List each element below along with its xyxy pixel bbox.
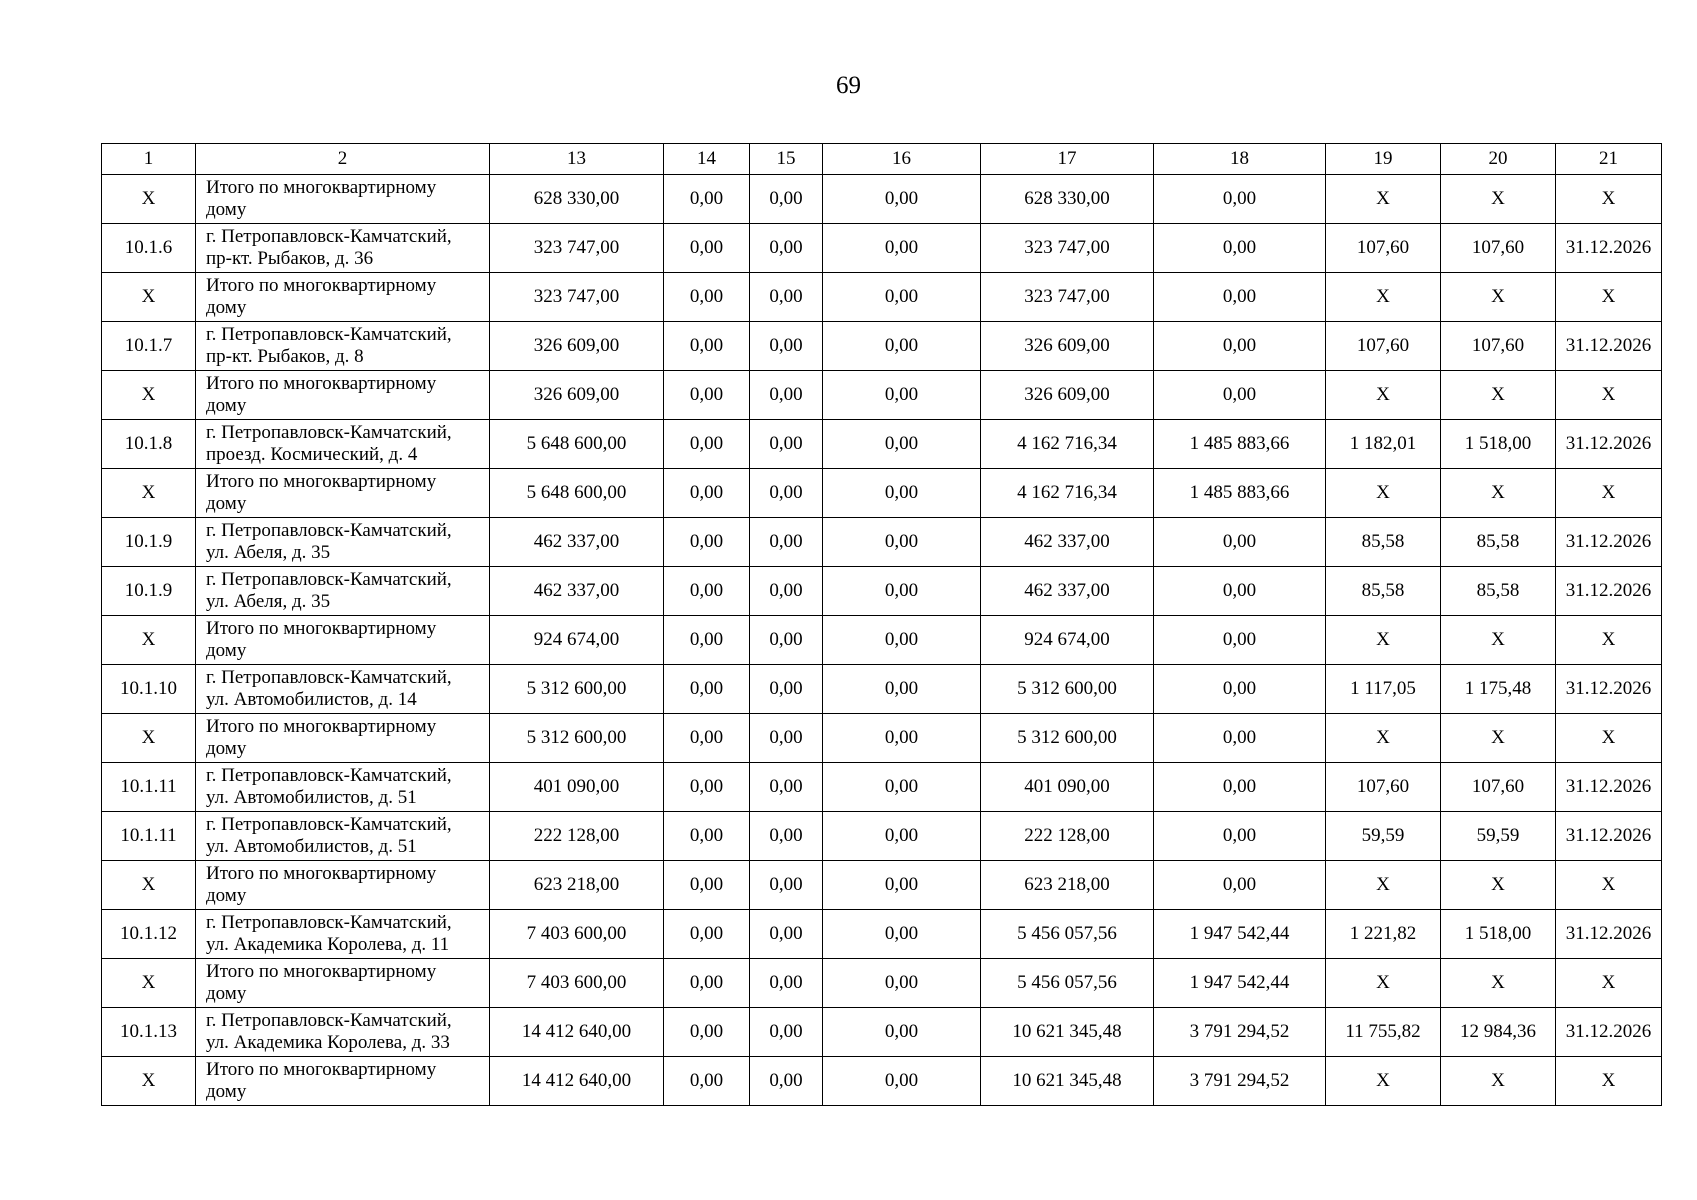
table-cell: 0,00 xyxy=(823,371,981,420)
table-cell: 10.1.6 xyxy=(102,224,196,273)
table-cell: 59,59 xyxy=(1441,812,1556,861)
table-cell: 0,00 xyxy=(664,371,750,420)
table-row xyxy=(102,763,1662,812)
table-cell: 0,00 xyxy=(1154,567,1326,616)
table-cell: 0,00 xyxy=(750,1057,823,1106)
table-cell: 10.1.10 xyxy=(102,665,196,714)
table-cell: 623 218,00 xyxy=(490,861,664,910)
table-cell: 0,00 xyxy=(664,910,750,959)
address-cell: Итого по многоквартирному дому xyxy=(196,861,490,910)
table-cell: 0,00 xyxy=(823,1057,981,1106)
table-cell: X xyxy=(1326,959,1441,1008)
table-cell: 10 621 345,48 xyxy=(981,1008,1154,1057)
table-cell: 31.12.2026 xyxy=(1556,812,1662,861)
table-cell: X xyxy=(1441,616,1556,665)
table-cell: 0,00 xyxy=(664,861,750,910)
page-number: 69 xyxy=(836,72,861,99)
data-table xyxy=(101,143,1662,1106)
table-cell: 0,00 xyxy=(823,1008,981,1057)
table-row xyxy=(102,1057,1662,1106)
table-cell: 0,00 xyxy=(823,322,981,371)
table-cell: 0,00 xyxy=(664,1008,750,1057)
table-cell: 0,00 xyxy=(750,322,823,371)
column-header: 19 xyxy=(1326,144,1441,175)
table-cell: 107,60 xyxy=(1326,763,1441,812)
column-header: 2 xyxy=(196,144,490,175)
table-cell: 31.12.2026 xyxy=(1556,420,1662,469)
table-cell: 0,00 xyxy=(1154,273,1326,322)
table-cell: 0,00 xyxy=(664,224,750,273)
table-row xyxy=(102,567,1662,616)
address-cell: Итого по многоквартирному дому xyxy=(196,273,490,322)
table-cell: 222 128,00 xyxy=(981,812,1154,861)
table-cell: 0,00 xyxy=(823,567,981,616)
table-row xyxy=(102,175,1662,224)
table-cell: 10.1.12 xyxy=(102,910,196,959)
column-header: 13 xyxy=(490,144,664,175)
table-cell: 0,00 xyxy=(750,714,823,763)
table-cell: 10.1.9 xyxy=(102,518,196,567)
header-row xyxy=(102,144,1662,175)
table-cell: 0,00 xyxy=(1154,763,1326,812)
table-cell: X xyxy=(1556,175,1662,224)
table-cell: 326 609,00 xyxy=(981,322,1154,371)
table-cell: 0,00 xyxy=(664,518,750,567)
table-cell: X xyxy=(102,175,196,224)
table-row xyxy=(102,224,1662,273)
table-cell: X xyxy=(1556,371,1662,420)
table-cell: 5 456 057,56 xyxy=(981,910,1154,959)
table-cell: 0,00 xyxy=(750,910,823,959)
table-cell: 10.1.13 xyxy=(102,1008,196,1057)
table-cell: 1 485 883,66 xyxy=(1154,420,1326,469)
table-cell: 85,58 xyxy=(1441,518,1556,567)
table-row xyxy=(102,959,1662,1008)
table-cell: 107,60 xyxy=(1441,224,1556,273)
table-cell: X xyxy=(102,1057,196,1106)
table-cell: 1 518,00 xyxy=(1441,420,1556,469)
table-cell: 31.12.2026 xyxy=(1556,665,1662,714)
address-cell: г. Петропавловск-Камчатский, ул. Автомобилистов, д. 51 xyxy=(196,812,490,861)
table-cell: 0,00 xyxy=(823,224,981,273)
table-cell: 401 090,00 xyxy=(490,763,664,812)
table-cell: 0,00 xyxy=(1154,665,1326,714)
table-cell: 0,00 xyxy=(664,420,750,469)
address-cell: г. Петропавловск-Камчатский, ул. Абеля, д. 35 xyxy=(196,518,490,567)
table-cell: 0,00 xyxy=(823,616,981,665)
table-row xyxy=(102,371,1662,420)
table-cell: X xyxy=(1326,616,1441,665)
table-cell: X xyxy=(102,959,196,1008)
table-cell: 10.1.7 xyxy=(102,322,196,371)
table-cell: X xyxy=(1326,273,1441,322)
table-cell: 4 162 716,34 xyxy=(981,420,1154,469)
column-header: 17 xyxy=(981,144,1154,175)
table-cell: 924 674,00 xyxy=(981,616,1154,665)
table-row xyxy=(102,812,1662,861)
table-cell: 401 090,00 xyxy=(981,763,1154,812)
table-cell: 4 162 716,34 xyxy=(981,469,1154,518)
table-cell: 222 128,00 xyxy=(490,812,664,861)
table-cell: 10.1.9 xyxy=(102,567,196,616)
table-cell: 5 456 057,56 xyxy=(981,959,1154,1008)
address-cell: г. Петропавловск-Камчатский, проезд. Космический, д. 4 xyxy=(196,420,490,469)
address-cell: Итого по многоквартирному дому xyxy=(196,959,490,1008)
address-cell: Итого по многоквартирному дому xyxy=(196,714,490,763)
table-cell: 10.1.11 xyxy=(102,763,196,812)
table-cell: 0,00 xyxy=(1154,322,1326,371)
table-cell: 462 337,00 xyxy=(490,567,664,616)
table-cell: 5 312 600,00 xyxy=(490,665,664,714)
table-cell: 0,00 xyxy=(750,1008,823,1057)
table-cell: 0,00 xyxy=(664,665,750,714)
table-cell: 59,59 xyxy=(1326,812,1441,861)
table-cell: X xyxy=(1556,273,1662,322)
table-row xyxy=(102,322,1662,371)
table-cell: 0,00 xyxy=(664,273,750,322)
table-cell: X xyxy=(1441,1057,1556,1106)
table-cell: 0,00 xyxy=(823,861,981,910)
table-cell: X xyxy=(102,371,196,420)
table-cell: X xyxy=(1326,714,1441,763)
table-cell: 5 648 600,00 xyxy=(490,469,664,518)
table-cell: 0,00 xyxy=(1154,224,1326,273)
table-cell: 0,00 xyxy=(823,518,981,567)
address-cell: Итого по многоквартирному дому xyxy=(196,1057,490,1106)
table-cell: 0,00 xyxy=(750,665,823,714)
table-row xyxy=(102,714,1662,763)
column-header: 14 xyxy=(664,144,750,175)
table-cell: 0,00 xyxy=(1154,518,1326,567)
column-header: 1 xyxy=(102,144,196,175)
table-cell: 0,00 xyxy=(664,322,750,371)
table-cell: 12 984,36 xyxy=(1441,1008,1556,1057)
table-cell: 0,00 xyxy=(664,616,750,665)
table-row xyxy=(102,910,1662,959)
table-cell: 1 947 542,44 xyxy=(1154,910,1326,959)
table-cell: 0,00 xyxy=(664,812,750,861)
table-cell: 0,00 xyxy=(750,861,823,910)
table-cell: X xyxy=(1441,714,1556,763)
table-cell: 0,00 xyxy=(750,959,823,1008)
address-cell: г. Петропавловск-Камчатский, ул. Академика Королева, д. 33 xyxy=(196,1008,490,1057)
table-cell: 0,00 xyxy=(823,812,981,861)
address-cell: г. Петропавловск-Камчатский, пр-кт. Рыбаков, д. 36 xyxy=(196,224,490,273)
table-cell: 0,00 xyxy=(750,812,823,861)
table-cell: 0,00 xyxy=(1154,714,1326,763)
table-cell: 7 403 600,00 xyxy=(490,910,664,959)
table-cell: X xyxy=(1556,469,1662,518)
table-row xyxy=(102,861,1662,910)
table-cell: 1 117,05 xyxy=(1326,665,1441,714)
table-cell: 0,00 xyxy=(823,420,981,469)
table-row xyxy=(102,1008,1662,1057)
table-cell: 0,00 xyxy=(750,371,823,420)
table-cell: 0,00 xyxy=(750,567,823,616)
table-cell: 1 175,48 xyxy=(1441,665,1556,714)
table-cell: 31.12.2026 xyxy=(1556,567,1662,616)
table-cell: 0,00 xyxy=(750,469,823,518)
table-cell: 0,00 xyxy=(823,273,981,322)
table-cell: 0,00 xyxy=(823,175,981,224)
table-cell: 323 747,00 xyxy=(981,224,1154,273)
table-row xyxy=(102,469,1662,518)
table-cell: 0,00 xyxy=(1154,175,1326,224)
table-cell: 107,60 xyxy=(1326,322,1441,371)
table-cell: 107,60 xyxy=(1441,763,1556,812)
address-cell: г. Петропавловск-Камчатский, ул. Академика Королева, д. 11 xyxy=(196,910,490,959)
table-cell: 0,00 xyxy=(664,175,750,224)
table-cell: 0,00 xyxy=(1154,861,1326,910)
table-cell: 5 312 600,00 xyxy=(490,714,664,763)
table-cell: 0,00 xyxy=(1154,812,1326,861)
address-cell: Итого по многоквартирному дому xyxy=(196,469,490,518)
table-cell: 31.12.2026 xyxy=(1556,322,1662,371)
table-cell: 7 403 600,00 xyxy=(490,959,664,1008)
table-cell: 3 791 294,52 xyxy=(1154,1057,1326,1106)
table-cell: 0,00 xyxy=(664,1057,750,1106)
table-cell: 14 412 640,00 xyxy=(490,1008,664,1057)
address-cell: Итого по многоквартирному дому xyxy=(196,616,490,665)
table-cell: 0,00 xyxy=(823,959,981,1008)
table-cell: 0,00 xyxy=(750,224,823,273)
table-cell: 326 609,00 xyxy=(981,371,1154,420)
table-cell: X xyxy=(1326,1057,1441,1106)
table-cell: 1 485 883,66 xyxy=(1154,469,1326,518)
table-cell: 0,00 xyxy=(664,469,750,518)
table-row xyxy=(102,616,1662,665)
table-cell: 31.12.2026 xyxy=(1556,1008,1662,1057)
table-cell: 85,58 xyxy=(1326,518,1441,567)
table-cell: X xyxy=(1556,616,1662,665)
address-cell: г. Петропавловск-Камчатский, ул. Абеля, д. 35 xyxy=(196,567,490,616)
table-cell: 628 330,00 xyxy=(981,175,1154,224)
table-cell: 924 674,00 xyxy=(490,616,664,665)
table-cell: X xyxy=(1441,469,1556,518)
table-cell: 5 312 600,00 xyxy=(981,665,1154,714)
table-cell: 10 621 345,48 xyxy=(981,1057,1154,1106)
table-cell: 0,00 xyxy=(750,616,823,665)
table-cell: 462 337,00 xyxy=(490,518,664,567)
table-cell: 0,00 xyxy=(750,175,823,224)
table-cell: 0,00 xyxy=(823,665,981,714)
address-cell: Итого по многоквартирному дому xyxy=(196,371,490,420)
table-cell: 326 609,00 xyxy=(490,322,664,371)
table-cell: 5 648 600,00 xyxy=(490,420,664,469)
table-cell: 462 337,00 xyxy=(981,518,1154,567)
table-cell: 107,60 xyxy=(1326,224,1441,273)
table-cell: X xyxy=(1556,959,1662,1008)
table-cell: X xyxy=(1326,371,1441,420)
table-cell: 107,60 xyxy=(1441,322,1556,371)
table-row xyxy=(102,665,1662,714)
table-cell: 31.12.2026 xyxy=(1556,910,1662,959)
table-cell: X xyxy=(1441,371,1556,420)
table-cell: X xyxy=(1441,959,1556,1008)
table-cell: 323 747,00 xyxy=(981,273,1154,322)
table-cell: X xyxy=(1556,861,1662,910)
table-cell: X xyxy=(1326,861,1441,910)
table-cell: 0,00 xyxy=(823,714,981,763)
table-cell: X xyxy=(1441,175,1556,224)
table-cell: 31.12.2026 xyxy=(1556,763,1662,812)
table-cell: 0,00 xyxy=(664,567,750,616)
table-cell: X xyxy=(1326,469,1441,518)
column-header: 18 xyxy=(1154,144,1326,175)
table-cell: X xyxy=(1556,1057,1662,1106)
table-cell: 31.12.2026 xyxy=(1556,224,1662,273)
table-cell: 0,00 xyxy=(823,763,981,812)
table-cell: X xyxy=(102,714,196,763)
table-cell: 10.1.11 xyxy=(102,812,196,861)
table-cell: 0,00 xyxy=(664,714,750,763)
table-cell: 0,00 xyxy=(664,959,750,1008)
table-cell: 0,00 xyxy=(1154,616,1326,665)
table-row xyxy=(102,420,1662,469)
table-cell: 1 182,01 xyxy=(1326,420,1441,469)
table-cell: 1 221,82 xyxy=(1326,910,1441,959)
table-cell: 85,58 xyxy=(1441,567,1556,616)
table-cell: 0,00 xyxy=(750,518,823,567)
table-cell: X xyxy=(102,273,196,322)
table-cell: 3 791 294,52 xyxy=(1154,1008,1326,1057)
column-header: 20 xyxy=(1441,144,1556,175)
table-cell: 85,58 xyxy=(1326,567,1441,616)
table-cell: X xyxy=(1326,175,1441,224)
address-cell: Итого по многоквартирному дому xyxy=(196,175,490,224)
address-cell: г. Петропавловск-Камчатский, ул. Автомобилистов, д. 14 xyxy=(196,665,490,714)
table-cell: 0,00 xyxy=(664,763,750,812)
table-cell: 31.12.2026 xyxy=(1556,518,1662,567)
table-row xyxy=(102,273,1662,322)
table-cell: 1 518,00 xyxy=(1441,910,1556,959)
table-cell: X xyxy=(102,616,196,665)
table-cell: 5 312 600,00 xyxy=(981,714,1154,763)
table-cell: 1 947 542,44 xyxy=(1154,959,1326,1008)
table-cell: X xyxy=(102,861,196,910)
address-cell: г. Петропавловск-Камчатский, пр-кт. Рыбаков, д. 8 xyxy=(196,322,490,371)
table-cell: X xyxy=(102,469,196,518)
table-cell: 0,00 xyxy=(1154,371,1326,420)
table-cell: 623 218,00 xyxy=(981,861,1154,910)
table-cell: 628 330,00 xyxy=(490,175,664,224)
table-cell: X xyxy=(1441,861,1556,910)
table-cell: 14 412 640,00 xyxy=(490,1057,664,1106)
address-cell: г. Петропавловск-Камчатский, ул. Автомобилистов, д. 51 xyxy=(196,763,490,812)
table-cell: 323 747,00 xyxy=(490,273,664,322)
table-cell: X xyxy=(1441,273,1556,322)
table-cell: 0,00 xyxy=(750,420,823,469)
column-header: 15 xyxy=(750,144,823,175)
table-cell: 0,00 xyxy=(823,910,981,959)
table-cell: 323 747,00 xyxy=(490,224,664,273)
column-header: 16 xyxy=(823,144,981,175)
table-cell: 10.1.8 xyxy=(102,420,196,469)
table-cell: X xyxy=(1556,714,1662,763)
column-header: 21 xyxy=(1556,144,1662,175)
table-cell: 326 609,00 xyxy=(490,371,664,420)
table-cell: 462 337,00 xyxy=(981,567,1154,616)
table-cell: 0,00 xyxy=(823,469,981,518)
table-body xyxy=(102,175,1662,1106)
table-cell: 0,00 xyxy=(750,763,823,812)
table-cell: 0,00 xyxy=(750,273,823,322)
table-cell: 11 755,82 xyxy=(1326,1008,1441,1057)
table-row xyxy=(102,518,1662,567)
